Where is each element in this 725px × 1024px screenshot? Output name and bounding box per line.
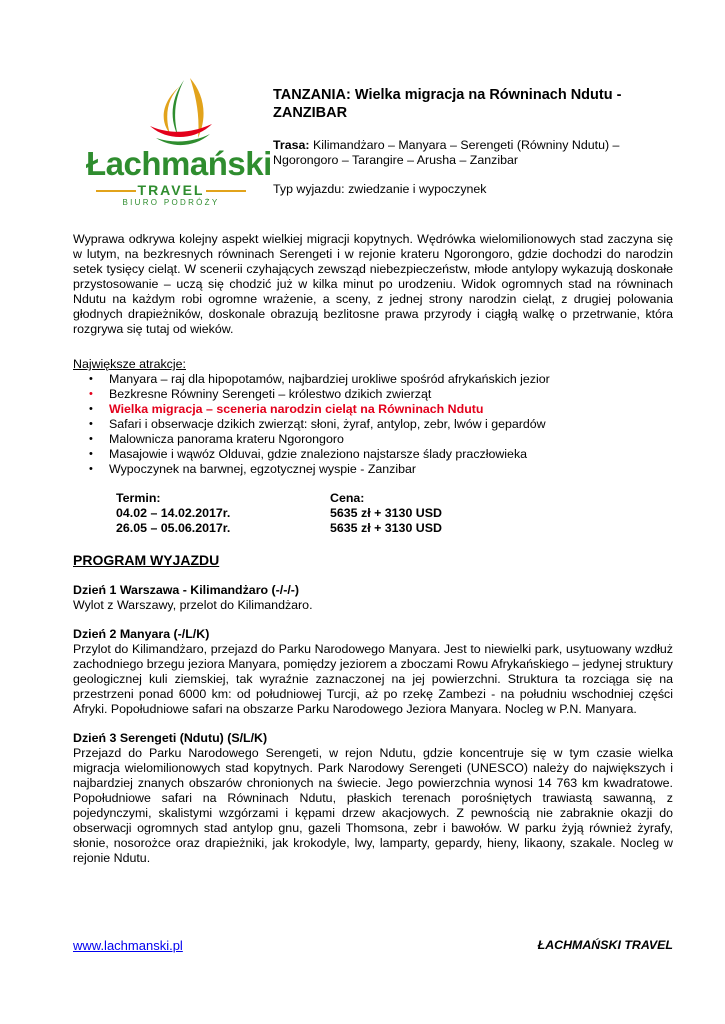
day-text: Wylot z Warszawy, przelot do Kilimandżaro. bbox=[73, 598, 313, 612]
logo-travel-text: TRAVEL bbox=[137, 182, 205, 198]
terms-dates bbox=[116, 491, 230, 536]
list-item: • Masajowie i wąwóz Olduvai, gdzie znaleziono najstarsze ślady praczłowieka bbox=[89, 447, 528, 461]
page-footer bbox=[73, 938, 673, 954]
route-label: Trasa: bbox=[273, 138, 310, 152]
term-date: 26.05 – 05.06.2017r. bbox=[116, 521, 231, 535]
trip-route bbox=[273, 138, 665, 168]
day-text: Przylot do Kilimandżaro, przejazd do Parku Narodowego Manyara. Jest to niewielki park, usytuowany wzdłuż zachodniego brzegu jeziora Manyara, pomiędzy jeziorem a zboczami Rowu Afrykańskiego – jedynej struktury geologicznej kuli ziemskiej, tak wyraźnie zaznaczonej na jej powierzchni. Struktura ta rozciąga się na przestrzeni ponad 6000 km: od południowej Turcji, aż po rzekę Zambezi - na południu wschodniej części Afryki. Popołudniowe safari na obszarze Parku Narodowego Jeziora Manyara. Nocleg w P.N. Manyara. bbox=[73, 642, 673, 716]
intro-paragraph: Wyprawa odkrywa kolejny aspekt wielkiej migracji kopytnych. Wędrówka wielomilionowych stad zaczyna się w lutym, na bezkresnych równinach Serengeti i w rejonie krateru Ngorongoro, gdzie dochodzi do narodzin setek tysięcy cieląt. W scenerii czyhających zewsząd niebezpieczeństw, młode antylopy wykazują doskonałe przystosowanie – uczą się chodzić już w kilka minut po urodzeniu. Widok ogromnych stad na równinach Ndutu na każdym robi ogromne wrażenie, a sceny, z jednej strony narodzin cieląt, z drugiej polowania głodnych drapieżników, doskonale obrazują bezlitosne prawa przyrody i ciągłą walkę o przetrwanie, która rozgrywa się tutaj od wieków. bbox=[73, 232, 673, 336]
program-day bbox=[73, 627, 673, 717]
day-text: Przejazd do Parku Narodowego Serengeti, w rejon Ndutu, gdzie koncentruje się w tym czasie wielka migracja wielomilionowych stad kopytnych. Park Narodowy Serengeti (UNESCO) należy do największych i najbardziej znanych obszarów chronionych na świecie. Jego powierzchnia wynosi 14 763 km kwadratowe. Popołudniowe safari na Równinach Ndutu, płaskich terenach porośniętych trawiastą sawanną, z pojedynczymi, skalistymi wzgórzami i kępami drzew akacjowych. Z pewnością nie zabraknie okazji do obserwacji ogromnych stad antylop gnu, gazeli Thomsona, zebr i bawołów. W parku żyją również żyrafy, słonie, nosorożce oraz drapieżniki, jak krokodyle, lwy, lamparty, gepardy, hieny, likaony, szakale. Nocleg w rejonie Ndutu. bbox=[73, 746, 673, 865]
term-label: Termin: bbox=[116, 491, 161, 505]
terms-prices bbox=[330, 491, 442, 536]
price-label: Cena: bbox=[330, 491, 365, 505]
trip-header bbox=[273, 86, 665, 197]
trip-title: TANZANIA: Wielka migracja na Równinach Ndutu - ZANZIBAR bbox=[273, 87, 622, 121]
terms-block bbox=[73, 491, 673, 537]
bullet-icon: • bbox=[89, 463, 93, 475]
trip-type: Typ wyjazdu: zwiedzanie i wypoczynek bbox=[273, 182, 487, 196]
attractions-heading: Największe atrakcje: bbox=[73, 357, 186, 371]
term-date: 04.02 – 14.02.2017r. bbox=[116, 506, 231, 520]
logo-wordmark: Łachmański bbox=[86, 145, 272, 182]
price-value: 5635 zł + 3130 USD bbox=[330, 506, 442, 520]
attractions-list bbox=[73, 372, 673, 477]
main-content bbox=[73, 232, 673, 866]
footer-brand: ŁACHMAŃSKI TRAVEL bbox=[537, 938, 673, 952]
program-day bbox=[73, 583, 673, 613]
bullet-icon: • bbox=[89, 448, 93, 460]
day-title: Dzień 3 Serengeti (Ndutu) (S/L/K) bbox=[73, 731, 268, 745]
list-item: • Malownicza panorama krateru Ngorongoro bbox=[89, 432, 344, 446]
logo-line-right bbox=[206, 190, 246, 192]
list-item: • Wypoczynek na barwnej, egzotycznej wyspie - Zanzibar bbox=[89, 462, 417, 476]
website-link[interactable]: www.lachmanski.pl bbox=[73, 938, 183, 953]
list-item-highlight: • Wielka migracja – sceneria narodzin cieląt na Równinach Ndutu bbox=[89, 402, 484, 416]
day-title: Dzień 2 Manyara (-/L/K) bbox=[73, 627, 210, 641]
list-item: • Safari i obserwacje dzikich zwierząt: słoni, żyraf, antylop, zebr, lwów i gepardów bbox=[89, 417, 546, 431]
sail-emblem-icon bbox=[72, 74, 262, 150]
list-item: • Manyara – raj dla hipopotamów, najbardziej urokliwe spośród afrykańskich jezior bbox=[89, 372, 550, 386]
logo-tagline: BIURO PODRÓŻY bbox=[122, 198, 220, 207]
company-logo bbox=[72, 74, 272, 214]
logo-travel-row bbox=[86, 182, 256, 198]
bullet-icon: • bbox=[89, 433, 93, 445]
price-value: 5635 zł + 3130 USD bbox=[330, 521, 442, 535]
route-text: Kilimandżaro – Manyara – Serengeti (Równiny Ndutu) – Ngorongoro – Tarangire – Arusha – Zanzibar bbox=[273, 138, 620, 167]
bullet-icon: • bbox=[89, 373, 93, 385]
bullet-icon: • bbox=[89, 403, 93, 415]
day-title: Dzień 1 Warszawa - Kilimandżaro (-/-/-) bbox=[73, 583, 300, 597]
program-heading: PROGRAM WYJAZDU bbox=[73, 552, 220, 568]
list-item: • Bezkresne Równiny Serengeti – królestwo dzikich zwierząt bbox=[89, 387, 432, 401]
program-day bbox=[73, 731, 673, 866]
bullet-icon: • bbox=[89, 418, 93, 430]
bullet-icon: • bbox=[89, 388, 93, 400]
